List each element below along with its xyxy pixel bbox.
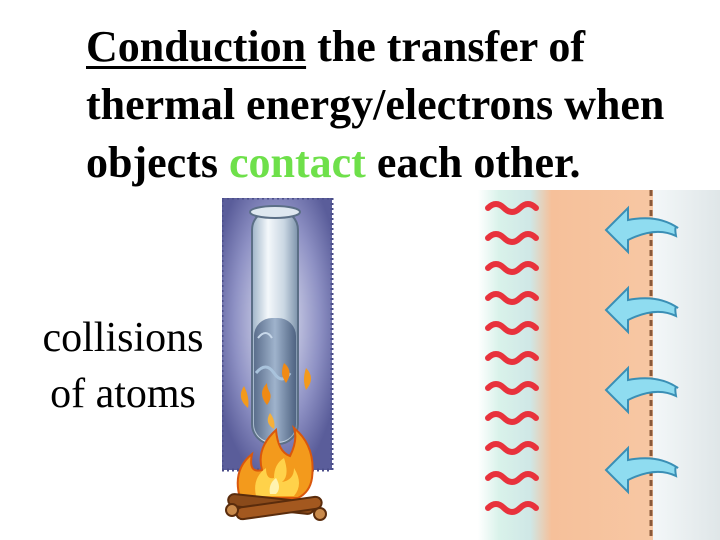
outside-air <box>653 190 720 540</box>
highlight-contact: contact <box>228 138 366 187</box>
wall-heat-transfer-illustration <box>478 190 720 540</box>
definition-text-2: each other. <box>365 138 581 187</box>
side-note-line-1: collisions <box>42 315 204 361</box>
test-tube-flame-illustration <box>222 198 337 528</box>
side-note-line-2: of atoms <box>50 371 196 417</box>
definition-text-1: the transfer of thermal energy/electrons when objects <box>86 22 665 187</box>
term-conduction: Conduction <box>86 22 307 71</box>
slide-heading <box>86 18 706 192</box>
side-note <box>28 310 218 422</box>
